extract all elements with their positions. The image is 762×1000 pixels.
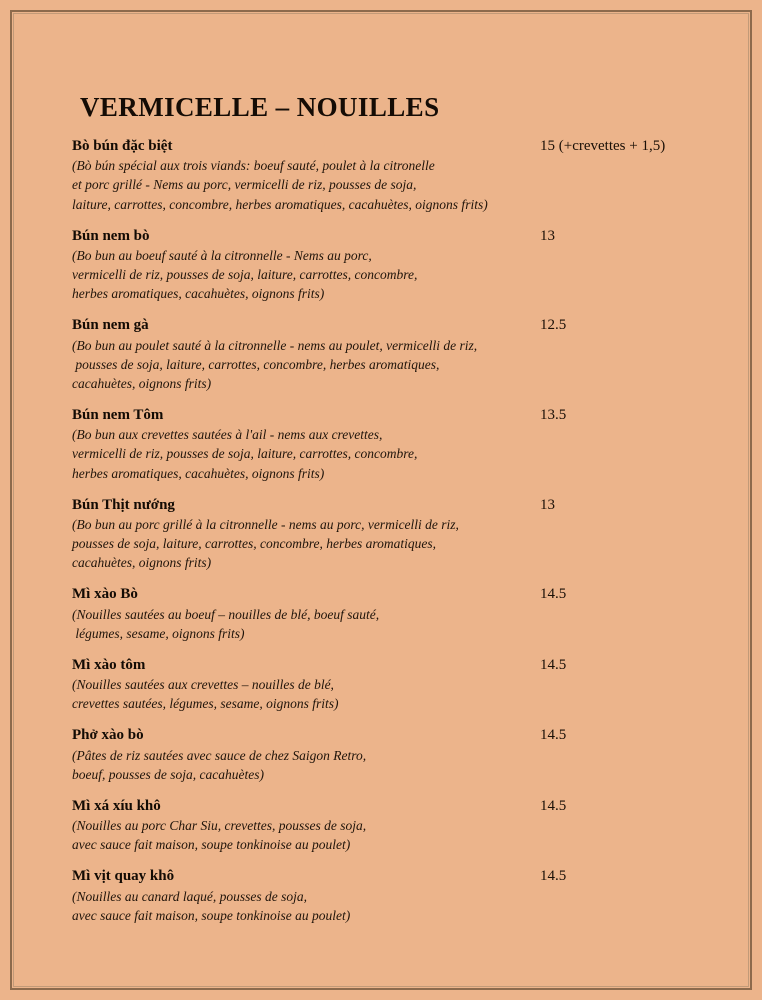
- menu-item: [72, 797, 710, 855]
- menu-item-header: [72, 867, 710, 886]
- menu-item-description-line: cacahuètes, oignons frits): [72, 555, 212, 571]
- menu-item-price: 15 (+crevettes + 1,5): [540, 138, 666, 155]
- menu-item-description: [72, 605, 542, 643]
- menu-item-list: [72, 137, 710, 925]
- menu-item: [72, 227, 710, 304]
- menu-item-description: [72, 887, 542, 925]
- menu-item: [72, 656, 710, 714]
- menu-item-description-line: (Bo bun au poulet sauté à la citronnelle - nems au poulet, vermicelli de riz,: [72, 337, 478, 353]
- menu-item: [72, 726, 710, 784]
- menu-item-description-line: boeuf, pousses de soja, cacahuètes): [72, 766, 264, 782]
- menu-item-description-line: (Bò bún spécial aux trois viands: boeuf sauté, poulet à la citronelle: [72, 158, 435, 174]
- menu-item-price: 14.5: [540, 868, 567, 885]
- menu-item-description: [72, 515, 542, 572]
- menu-item-description: [72, 246, 542, 303]
- menu-item-header: [72, 585, 710, 604]
- menu-item-price: 12.5: [540, 317, 567, 334]
- menu-item-description-line: vermicelli de riz, pousses de soja, laiture, carrottes, concombre,: [72, 267, 418, 283]
- menu-item-header: [72, 496, 710, 515]
- menu-item-header: [72, 227, 710, 246]
- menu-item-description-line: crevettes sautées, légumes, sesame, oignons frits): [72, 696, 339, 712]
- menu-item-name: Mì vịt quay khô: [72, 868, 175, 885]
- menu-item-description: [72, 425, 542, 482]
- menu-item-name: Bún nem bò: [72, 227, 150, 244]
- menu-item-name: Bò bún đặc biệt: [72, 138, 173, 155]
- menu-item-description: [72, 816, 542, 854]
- section-title: VERMICELLE – NOUILLES: [80, 92, 440, 122]
- menu-item-description-line: cacahuètes, oignons frits): [72, 375, 212, 391]
- menu-item: [72, 137, 710, 214]
- menu-item-header: [72, 316, 710, 335]
- menu-item-price: 14.5: [540, 727, 567, 744]
- menu-item: [72, 316, 710, 393]
- menu-item-name: Mì xá xíu khô: [72, 797, 161, 814]
- menu-item-description-line: (Pâtes de riz sautées avec sauce de chez Saigon Retro,: [72, 747, 367, 763]
- menu-item-price: 14.5: [540, 656, 567, 673]
- menu-item-description-line: (Bo bun au porc grillé à la citronnelle - nems au porc, vermicelli de riz,: [72, 516, 459, 532]
- menu-item-description-line: (Nouilles sautées au boeuf – nouilles de blé, boeuf sauté,: [72, 606, 380, 622]
- menu-item-price: 14.5: [540, 797, 567, 814]
- menu-item-description-line: (Bo bun aux crevettes sautées à l'ail - nems aux crevettes,: [72, 427, 383, 443]
- menu-item-description-line: (Nouilles au porc Char Siu, crevettes, pousses de soja,: [72, 818, 367, 834]
- menu-item-name: Mì xào Bò: [72, 586, 138, 603]
- menu-item-description-line: laiture, carrottes, concombre, herbes aromatiques, cacahuètes, oignons frits): [72, 196, 488, 212]
- menu-item-description: [72, 675, 542, 713]
- menu-item-description-line: et porc grillé - Nems au porc, vermicelli de riz, pousses de soja,: [72, 177, 417, 193]
- menu-item: [72, 406, 710, 483]
- menu-item-description-line: herbes aromatiques, cacahuètes, oignons frits): [72, 286, 325, 302]
- menu-item-header: [72, 406, 710, 425]
- menu-item-description-line: pousses de soja, laiture, carrottes, concombre, herbes aromatiques,: [72, 536, 436, 552]
- menu-item-description-line: vermicelli de riz, pousses de soja, laiture, carrottes, concombre,: [72, 446, 418, 462]
- menu-item-description: [72, 746, 542, 784]
- menu-item-header: [72, 797, 710, 816]
- menu-item-description: [72, 336, 542, 393]
- menu-item-description-line: pousses de soja, laiture, carrottes, concombre, herbes aromatiques,: [72, 356, 440, 372]
- menu-item-price: 13.5: [540, 407, 567, 424]
- menu-item-name: Mì xào tôm: [72, 656, 146, 673]
- menu-item-description-line: (Nouilles sautées aux crevettes – nouilles de blé,: [72, 677, 334, 693]
- menu-item: [72, 585, 710, 643]
- menu-item-header: [72, 726, 710, 745]
- menu-item-header: [72, 656, 710, 675]
- menu-item-name: Bún Thịt nướng: [72, 496, 175, 513]
- menu-item: [72, 496, 710, 573]
- menu-item-description-line: herbes aromatiques, cacahuètes, oignons frits): [72, 465, 325, 481]
- menu-item-price: 13: [540, 496, 555, 513]
- menu-item-description-line: avec sauce fait maison, soupe tonkinoise au poulet): [72, 837, 351, 853]
- menu-item-description-line: avec sauce fait maison, soupe tonkinoise au poulet): [72, 907, 351, 923]
- menu-item-name: Phở xào bò: [72, 727, 144, 744]
- menu-item-name: Bún nem Tôm: [72, 407, 164, 424]
- menu-item-description-line: (Nouilles au canard laqué, pousses de soja,: [72, 888, 307, 904]
- menu-item-description-line: légumes, sesame, oignons frits): [72, 625, 245, 641]
- menu-item-header: [72, 137, 710, 156]
- menu-item: [72, 867, 710, 925]
- menu-item-description-line: (Bo bun au boeuf sauté à la citronnelle - Nems au porc,: [72, 247, 372, 263]
- menu-item-price: 13: [540, 227, 555, 244]
- menu-item-name: Bún nem gà: [72, 317, 149, 334]
- menu-item-price: 14.5: [540, 586, 567, 603]
- menu-item-description: [72, 156, 542, 213]
